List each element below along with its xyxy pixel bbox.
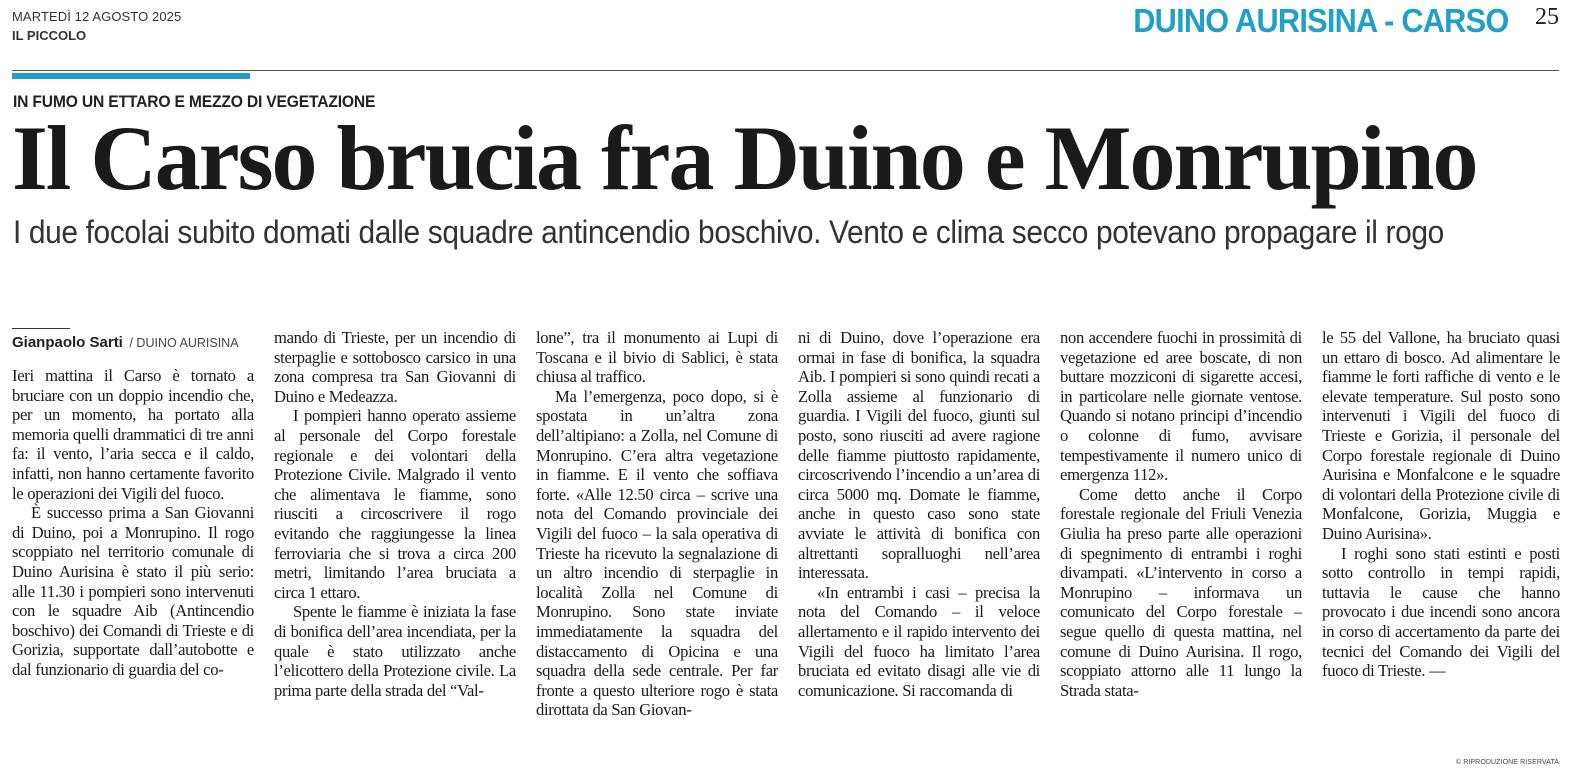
byline-rule xyxy=(12,328,70,329)
paragraph: I pompieri hanno operato assieme al personale del Corpo forestale regionale e dei volontari della Protezione Civile. Malgrado il vento che alimentava le fiamme, sono riusciti a circoscrivere il rogo evitando che raggiungesse la linea ferroviaria che si trova a circa 200 metri, limitando l’area bruciata a circa 1 ettaro. xyxy=(274,406,516,602)
text-column-2 xyxy=(274,328,516,768)
newspaper-name: IL PICCOLO xyxy=(12,28,87,43)
paragraph: Spente le fiamme è iniziata la fase di bonifica dell’area incendiata, per la quale è stato utilizzato anche l’elicottero della Protezione civile. La prima parte della strada del “Val- xyxy=(274,602,516,700)
section-title: DUINO AURISINA - CARSO xyxy=(1132,2,1508,39)
byline xyxy=(12,328,254,350)
paragraph: ni di Duino, dove l’operazione era ormai in fase di bonifica, la squadra Aib. I pompieri si sono quindi recati a Zolla assieme al funzionario di guardia. I Vigili del fuoco, giunti sul posto, sono riusciti ad avere ragione delle fiamme piuttosto rapidamente, circoscrivendo l’incendio a un’area di circa 5000 mq. Domate le fiamme, anche in questo caso sono state avviate le attività di bonifica con altrettanti sopralluoghi nell’area interessata. xyxy=(798,328,1040,583)
page-header-meta xyxy=(12,7,181,45)
author-location: / DUINO AURISINA xyxy=(129,336,239,350)
text-column-6 xyxy=(1322,328,1560,768)
paragraph: mando di Trieste, per un incendio di sterpaglie e sottobosco carsico in una zona compresa tra San Giovanni di Duino e Medeazza. xyxy=(274,328,516,406)
paragraph: non accendere fuochi in prossimità di vegetazione ed aree boscate, di non buttare mozziconi di sigarette accesi, in particolare nelle giornate ventose. Quando si notano principi d’incendio o colonne di fumo, avvisare tempestivamente il numero unico di emergenza 112». xyxy=(1060,328,1302,485)
paragraph: Come detto anche il Corpo forestale regionale del Friuli Venezia Giulia ha preso parte alle operazioni di spegnimento di entrambi i roghi divampati. «L’intervento in corso a Monrupino – informava un comunicato del Corpo forestale – segue quello di questa mattina, nel comune di Duino Aurisina. Il rogo, scoppiato attorno alle 11 lungo la Strada stata- xyxy=(1060,484,1302,700)
text-column-3 xyxy=(536,328,778,768)
page-number: 25 xyxy=(1535,4,1559,30)
accent-bar xyxy=(12,73,250,79)
paragraph: Ma l’emergenza, poco dopo, si è spostata in un’altra zona dell’altipiano: a Zolla, nel Comune di Monrupino. C’era altra vegetazione in fiamme. E il vento che soffiava forte. «Alle 12.50 circa – scrive una nota del Comando provinciale dei Vigili del fuoco – la sala operativa di Trieste ha ricevuto la segnalazione di un altro incendio di sterpaglie in località Zolla nel Comune di Monrupino. Sono state inviate immediatamente la squadra del distaccamento di Opicina e una squadra della sede centrale. Per far fronte a questo ulteriore rogo è stata dirottata da San Giovan- xyxy=(536,386,778,720)
paragraph: I roghi sono stati estinti e posti sotto controllo in tempi rapidi, tuttavia le cause che hanno provocato i due incendi sono ancora in corso di accertamento da parte dei tecnici del Comando dei Vigili del fuoco di Trieste. — xyxy=(1322,543,1560,681)
article-headline: Il Carso brucia fra Duino e Monrupino xyxy=(12,107,1477,209)
article-kicker: IN FUMO UN ETTARO E MEZZO DI VEGETAZIONE xyxy=(13,92,376,111)
header-divider xyxy=(12,70,1559,71)
text-column-5 xyxy=(1060,328,1302,768)
copyright-notice: © RIPRODUZIONE RISERVATA xyxy=(1455,759,1559,766)
text-column-1 xyxy=(12,328,254,768)
article-subheadline: I due focolai subito domati dalle squadre antincendio boschivo. Vento e clima secco potevano propagare il rogo xyxy=(13,214,1444,250)
article-body xyxy=(12,328,1560,768)
issue-date: MARTEDÌ 12 AGOSTO 2025 xyxy=(12,9,182,24)
paragraph: È successo prima a San Giovanni di Duino, poi a Monrupino. Il rogo scoppiato nel territorio comunale di Duino Aurisina è stato il più serio: alle 11.30 i pompieri sono intervenuti con le squadre Aib (Antincendio boschivo) dei Comandi di Trieste e di Gorizia, supportate dall’autobotte e dal funzionario di guardia del co- xyxy=(12,503,254,679)
paragraph: le 55 del Vallone, ha bruciato quasi un ettaro di bosco. Ad alimentare le fiamme le forti raffiche di vento e le elevate temperature. Sul posto sono intervenuti i Vigili del fuoco di Trieste e Gorizia, il personale del Corpo forestale regionale di Duino Aurisina e Monfalcone e le squadre di volontari della Protezione civile di Monfalcone, Gorizia, Muggia e Duino Aurisina». xyxy=(1322,328,1560,543)
text-column-4 xyxy=(798,328,1040,768)
paragraph: Ieri mattina il Carso è tornato a bruciare con un doppio incendio che, per un momento, ha portato alla memoria quelli drammatici di tre anni fa: il vento, l’aria secca e il caldo, infatti, non hanno certamente favorito le operazioni dei Vigili del fuoco. xyxy=(12,366,254,503)
author-name: Gianpaolo Sarti xyxy=(12,334,123,351)
paragraph: «In entrambi i casi – precisa la nota del Comando – il veloce allertamento e il rapido intervento dei Vigili del fuoco ha limitato l’area bruciata ed evitato disagi alle vie di comunicazione. Si raccomanda di xyxy=(798,582,1040,700)
paragraph: lone”, tra il monumento ai Lupi di Toscana e il bivio di Sablici, è stata chiusa al traffico. xyxy=(536,328,778,387)
